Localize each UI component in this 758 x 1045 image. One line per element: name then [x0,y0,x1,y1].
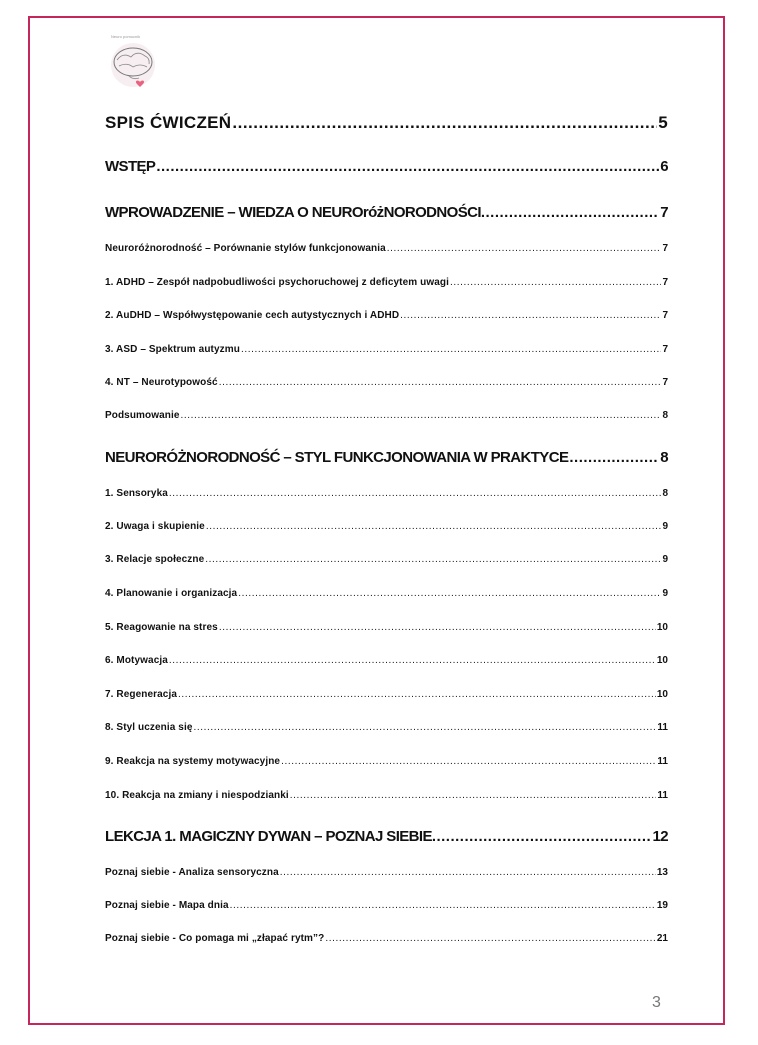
toc-leader-dots [290,790,657,801]
toc-entry-title: NEURORÓŻNORODNOŚĆ – STYL FUNKCJONOWANIA W PRAKTYCE [105,449,569,466]
toc-entry-page: 9 [662,588,668,599]
toc-entry-page: 8 [662,488,668,499]
toc-leader-dots [486,204,660,221]
toc-entry-title: Poznaj siebie - Co pomaga mi „złapać rytm”? [105,933,325,944]
toc-entry-title: SPIS ĆWICZEŃ [105,113,232,132]
toc-entry-title: 10. Reakcja na zmiany i niespodzianki [105,790,289,801]
toc-entry-title: Podsumowanie [105,410,180,421]
toc-leader-dots [219,622,656,633]
toc-entry[interactable] [105,204,668,221]
toc-entry-page: 7 [662,243,668,254]
brain-heart-logo [107,32,163,90]
toc-entry[interactable] [105,622,668,633]
toc-entry[interactable] [105,756,668,767]
toc-entry-title: 1. ADHD – Zespół nadpobudliwości psychoruchowej z deficytem uwagi [105,277,449,288]
toc-leader-dots [280,867,656,878]
toc-entry-page: 7 [662,377,668,388]
toc-leader-dots [230,900,656,911]
toc-entry-page: 9 [662,554,668,565]
toc-entry-title: LEKCJA 1. MAGICZNY DYWAN – POZNAJ SIEBIE. [105,828,436,845]
toc-entry-page: 11 [657,722,668,733]
toc-entry-page: 13 [656,867,668,878]
toc-entry[interactable] [105,554,668,565]
toc-leader-dots [281,756,656,767]
toc-entry-title: 1. Sensoryka [105,488,168,499]
toc-entry-page: 11 [657,756,668,767]
toc-entry-page: 10 [656,655,668,666]
toc-entry-title: WSTĘP [105,158,156,175]
toc-leader-dots [205,554,661,565]
toc-leader-dots [169,488,662,499]
toc-entry-page: 9 [662,521,668,532]
toc-entry-title: 7. Regeneracja [105,689,177,700]
toc-entry[interactable] [105,933,668,944]
toc-entry[interactable] [105,310,668,321]
toc-entry-title: 9. Reakcja na systemy motywacyjne [105,756,281,767]
toc-leader-dots [156,158,659,175]
toc-entry-title: 3. Relacje społeczne [105,554,205,565]
toc-leader-dots [219,377,662,388]
toc-entry-page: 12 [652,828,668,845]
toc-entry-title: 5. Reagowanie na stres [105,622,218,633]
toc-entry[interactable] [105,655,668,666]
toc-entry-title: Neuroróżnorodność – Porównanie stylów funkcjonowania [105,243,386,254]
toc-entry-title: WPROWADZENIE – WIEDZA O NEUROróżNORODNOŚCI. [105,204,485,221]
toc-entry-page: 7 [662,277,668,288]
toc-entry-title: Poznaj siebie - Mapa dnia [105,900,229,911]
toc-entry-page: 8 [660,449,668,466]
toc-entry[interactable] [105,243,668,254]
svg-text:Neuro pomocnik: Neuro pomocnik [111,34,141,39]
toc-entry-title: 6. Motywacja [105,655,168,666]
toc-entry-title: 2. AuDHD – Współwystępowanie cech autystycznych i ADHD [105,310,400,321]
toc-entry[interactable] [105,158,668,175]
toc-leader-dots [450,277,661,288]
page-number: 3 [652,994,661,1011]
toc-leader-dots [241,344,661,355]
toc-entry[interactable] [105,689,668,700]
toc-entry[interactable] [105,113,668,133]
toc-leader-dots [181,410,662,421]
toc-entry-title: Poznaj siebie - Analiza sensoryczna [105,867,279,878]
toc-entry[interactable] [105,449,668,466]
toc-entry[interactable] [105,377,668,388]
toc-leader-dots [238,588,661,599]
toc-entry-title: 4. NT – Neurotypowość [105,377,218,388]
toc-entry-page: 6 [660,158,668,175]
toc-entry-page: 21 [656,933,668,944]
toc-leader-dots [569,449,659,466]
toc-entry[interactable] [105,344,668,355]
toc-leader-dots [436,828,651,845]
toc-entry[interactable] [105,488,668,499]
toc-entry-title: 4. Planowanie i organizacja [105,588,238,599]
toc-entry-page: 10 [656,622,668,633]
toc-entry[interactable] [105,588,668,599]
toc-entry[interactable] [105,722,668,733]
toc-leader-dots [325,933,656,944]
toc-entry-page: 7 [660,204,668,221]
toc-leader-dots [232,113,657,133]
toc-entry-page: 7 [662,344,668,355]
toc-entry[interactable] [105,790,668,801]
toc-entry[interactable] [105,828,668,845]
toc-entry-page: 19 [656,900,668,911]
toc-entry-title: 2. Uwaga i skupienie [105,521,205,532]
toc-leader-dots [206,521,662,532]
toc-entry[interactable] [105,867,668,878]
toc-entry[interactable] [105,410,668,421]
toc-entry[interactable] [105,900,668,911]
toc-entry-page: 10 [656,689,668,700]
toc-leader-dots [194,722,657,733]
toc-entry-page: 11 [657,790,668,801]
toc-entry-page: 7 [662,310,668,321]
toc-entry[interactable] [105,277,668,288]
toc-leader-dots [400,310,661,321]
toc-entry-page: 5 [658,113,668,132]
toc-entry-page: 8 [662,410,668,421]
toc-entry-title: 3. ASD – Spektrum autyzmu [105,344,240,355]
toc-entry[interactable] [105,521,668,532]
toc-leader-dots [178,689,656,700]
toc-leader-dots [387,243,662,254]
toc-leader-dots [169,655,656,666]
toc-entry-title: 8. Styl uczenia się [105,722,193,733]
